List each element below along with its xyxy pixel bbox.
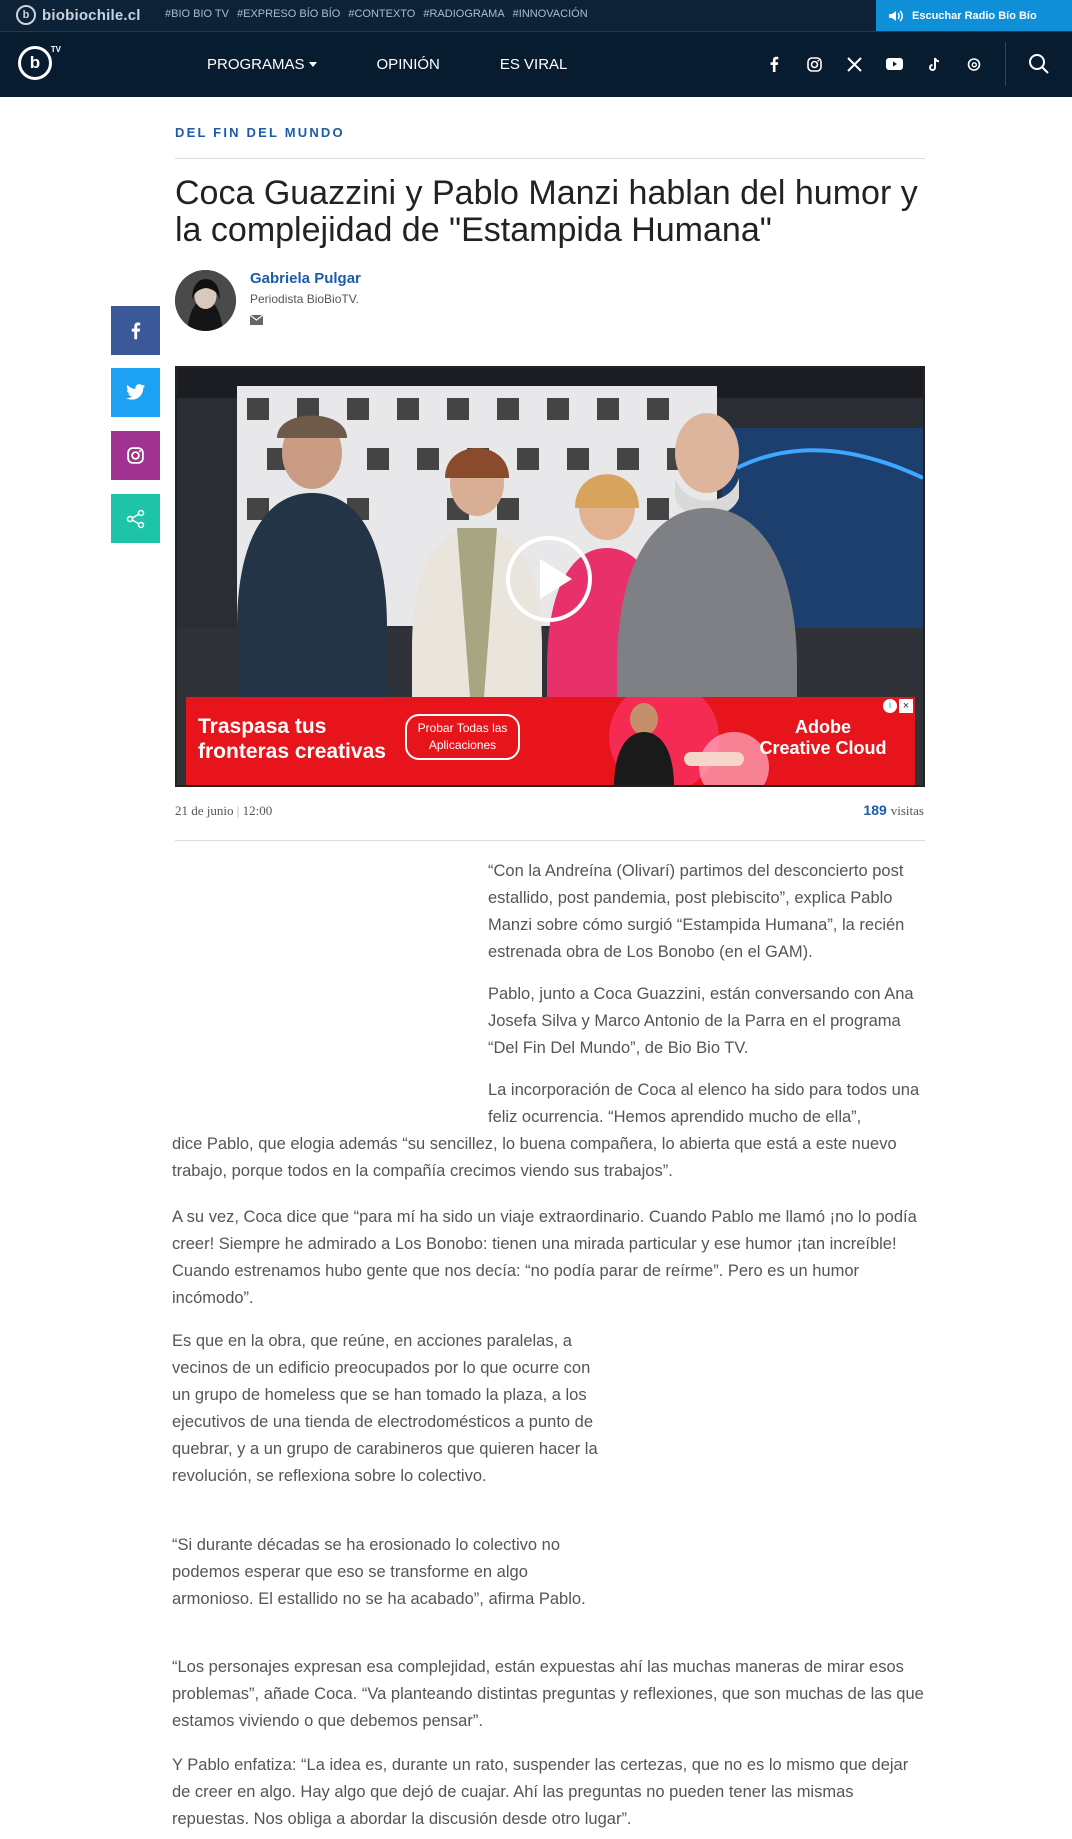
nav-links — [207, 32, 567, 96]
listen-label: Escuchar Radio Bío Bío — [912, 9, 1037, 22]
share-twitter-button[interactable] — [111, 368, 160, 417]
threads-icon[interactable] — [963, 53, 985, 75]
main-nav — [0, 31, 1072, 97]
views-number: 189 — [863, 802, 887, 818]
tiktok-icon[interactable] — [923, 53, 945, 75]
youtube-icon[interactable] — [883, 53, 905, 75]
divider — [175, 840, 925, 841]
x-icon[interactable] — [843, 53, 865, 75]
share-facebook-button[interactable] — [111, 306, 160, 355]
facebook-icon — [130, 321, 141, 340]
publish-date — [175, 803, 272, 819]
article-paragraph: “Con la Andreína (Olivarí) partimos del desconcierto post estallido, post pandemia, post plebiscito”, explica Pablo Manzi sobre cómo surgió “Estampida Humana”, la recién estrenada obra de Los Bonobo (en el GAM). — [488, 862, 905, 961]
article-paragraph: dice Pablo, que elogia además “su sencillez, lo buena compañera, lo abierta que está a este nuevo trabajo, porque todos en la compañía crecimos viendo sus trabajos”. — [172, 1135, 897, 1180]
share-instagram-button[interactable] — [111, 431, 160, 480]
author-name[interactable]: Gabriela Pulgar — [250, 270, 361, 287]
ad-info-icon[interactable]: i — [883, 699, 897, 713]
article-paragraph: Es que en la obra, que reúne, en acciones paralelas, a vecinos de un edificio preocupados por lo que ocurre con un grupo de homeless que se han tomado la plaza, a los ejecutivos de una tienda de electrodomésticos a punto de quebrar, y a un grupo de carabineros que quieren hacer la revolución, se reflexiona sobre lo colectivo. — [172, 1332, 598, 1485]
ad-cta-button[interactable]: Probar Todas las Aplicaciones — [405, 714, 520, 760]
view-count — [863, 802, 924, 819]
caret-down-icon — [309, 62, 317, 67]
trending-tags — [165, 8, 588, 20]
author-avatar[interactable] — [175, 270, 236, 331]
instagram-icon[interactable] — [803, 53, 825, 75]
logo-letter: b — [29, 53, 41, 72]
ad-headline: Traspasa tus — [198, 715, 327, 738]
section-label[interactable]: DEL FIN DEL MUNDO — [175, 125, 345, 140]
share-generic-button[interactable] — [111, 494, 160, 543]
top-bar — [0, 0, 1072, 31]
ad-banner[interactable] — [186, 697, 915, 787]
logo-circle-icon: b — [16, 5, 36, 25]
nav-item-programas[interactable] — [207, 56, 317, 73]
ad-brand: Creative Cloud — [759, 738, 887, 758]
nav-item-es-viral[interactable]: ES VIRAL — [499, 55, 568, 73]
play-button[interactable] — [506, 536, 592, 622]
ad-image — [534, 697, 774, 787]
social-links — [763, 53, 985, 75]
logo-sup: TV — [50, 45, 61, 54]
nav-item-label: PROGRAMAS — [207, 55, 305, 73]
tag-link[interactable]: #EXPRESO BÍO BÍO — [237, 8, 341, 20]
article-paragraph: Y Pablo enfatiza: “La idea es, durante un rato, suspender las certezas, que no es lo mismo que dejar de creer en algo. Hay algo que dejó de cuajar. Ahí las preguntas no pueden tener las mismas repuestas. Nos obliga a abordar la discusión desde otro lugar”. — [172, 1756, 909, 1828]
biobiotv-logo[interactable] — [18, 45, 61, 80]
ad-close-icon[interactable]: × — [899, 699, 913, 713]
ad-headline: fronteras creativas — [198, 740, 386, 763]
date-text: 21 de junio — [175, 803, 234, 818]
article-paragraph: Pablo, junto a Coca Guazzini, están conversando con Ana Josefa Silva y Marco Antonio de la Parra en el programa “Del Fin Del Mundo”, de Bio Bio TV. — [488, 985, 914, 1057]
facebook-icon[interactable] — [763, 53, 785, 75]
instagram-icon — [127, 447, 144, 464]
tag-link[interactable]: #RADIOGRAMA — [423, 8, 505, 20]
nav-item-opinion[interactable]: OPINIÓN — [376, 55, 440, 73]
site-logo[interactable] — [16, 5, 141, 25]
divider — [175, 158, 925, 159]
nav-divider — [1005, 42, 1006, 86]
time-text: 12:00 — [242, 803, 273, 818]
article-title: Coca Guazzini y Pablo Manzi hablan del humor y la complejidad de "Estampida Humana" — [175, 174, 918, 249]
tag-link[interactable]: #INNOVACIÓN — [512, 8, 588, 20]
article-paragraph: “Si durante décadas se ha erosionado lo colectivo no podemos esperar que eso se transforme en algo armonioso. El estallido no se ha acabado”, afirma Pablo. — [172, 1536, 586, 1608]
article-paragraph: A su vez, Coca dice que “para mí ha sido un viaje extraordinario. Cuando Pablo me llamó ¡no lo podía creer! Siempre he admirado a Los Bonobo: tienen una mirada particular y ese humor ¡tan increíble! Cuando estrenamos hubo gente que nos decía: “no podía parar de reírme”. Pero es un humor incómodo”. — [172, 1208, 917, 1307]
speaker-icon — [888, 9, 904, 23]
tag-link[interactable]: #CONTEXTO — [348, 8, 416, 20]
share-icon — [126, 509, 146, 529]
article-paragraph: “Los personajes expresan esa complejidad, están expuestas ahí las muchas maneras de mirar esos problemas”, añade Coca. “Va planteando distintas preguntas y reflexiones, que son muchas de las que estamos viviendo o que debemos pensar”. — [172, 1658, 924, 1730]
site-logo-text: biobiochile.cl — [42, 6, 141, 24]
article-paragraph: La incorporación de Coca al elenco ha sido para todos una feliz ocurrencia. “Hemos aprendido mucho de ella”, — [488, 1081, 920, 1126]
author-role: Periodista BioBioTV. — [250, 292, 359, 306]
listen-radio-button[interactable] — [876, 0, 1072, 31]
date-separator: | — [236, 803, 240, 818]
tag-link[interactable]: #BIO BIO TV — [165, 8, 229, 20]
views-label: visitas — [890, 803, 924, 818]
mail-icon[interactable] — [250, 315, 263, 325]
twitter-icon — [126, 384, 146, 401]
search-icon[interactable] — [1028, 53, 1050, 75]
ad-brand: Adobe — [795, 717, 851, 737]
video-player[interactable] — [175, 366, 925, 787]
